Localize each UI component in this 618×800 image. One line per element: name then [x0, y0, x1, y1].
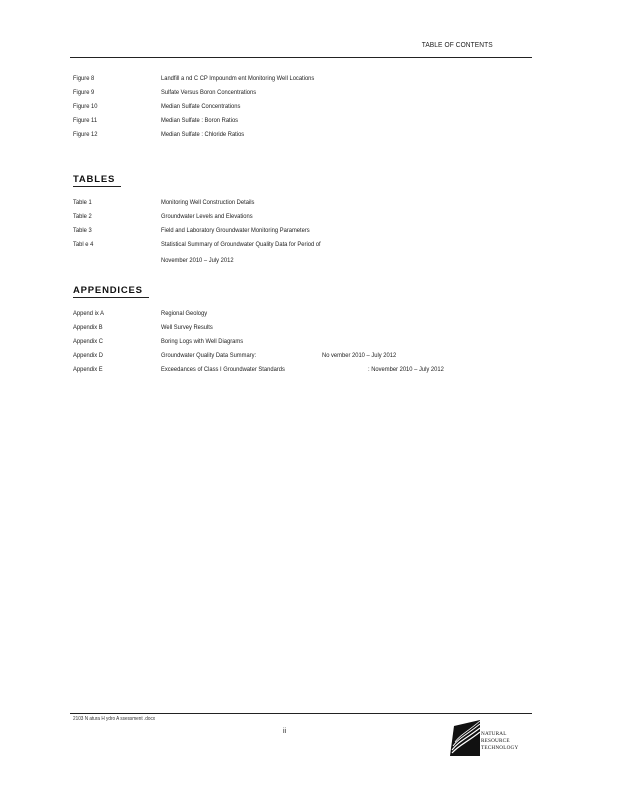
appendix-title: Groundwater Quality Data Summary: [161, 352, 257, 359]
table-title: Monitoring Well Construction Details [161, 199, 255, 206]
figure-label: Figure 12 [73, 131, 98, 138]
logo-wordmark [481, 731, 518, 752]
logo-line: TECHNOLOGY [481, 745, 519, 751]
table-title-continuation: November 2010 – July 2012 [161, 257, 234, 264]
figure-title: Median Sulfate Concentrations [161, 103, 241, 110]
table-label: Table 1 [73, 199, 92, 206]
table-title: Groundwater Levels and Elevations [161, 213, 253, 220]
figure-title: Median Sulfate : Boron Ratios [161, 117, 239, 124]
footer-file-reference: 2103 N atura H ydro A ssessment .docx [73, 716, 156, 722]
logo-line: NATURAL [481, 731, 507, 737]
appendix-title: Boring Logs with Well Diagrams [161, 338, 244, 345]
figure-title: Landfill a nd C CP Impoundm ent Monitoring Well Locations [161, 75, 315, 82]
header-title: TABLE OF CONTENTS [421, 40, 493, 49]
company-logo [450, 720, 530, 760]
table-title: Field and Laboratory Groundwater Monitoring Parameters [161, 227, 310, 234]
appendix-date-range: : November 2010 – July 2012 [368, 366, 444, 373]
header-rule [70, 57, 532, 58]
appendix-date-range: No vember 2010 – July 2012 [322, 352, 397, 359]
logo-line: RESOURCE [481, 738, 510, 744]
figure-label: Figure 8 [73, 75, 95, 82]
figure-label: Figure 9 [73, 89, 95, 96]
figure-label: Figure 11 [73, 117, 98, 124]
table-label: Table 3 [73, 227, 92, 234]
footer-rule [70, 713, 532, 714]
page-number: ii [283, 728, 287, 735]
appendix-label: Appendix B [73, 324, 103, 331]
table-label: Table 2 [73, 213, 92, 220]
appendix-title: Exceedances of Class I Groundwater Standards [161, 366, 285, 373]
table-label: Tabl e 4 [73, 241, 94, 248]
wave-logo-icon [450, 720, 480, 756]
appendix-label: Append ix A [73, 310, 104, 317]
appendix-label: Appendix D [73, 352, 104, 359]
appendix-title: Well Survey Results [161, 324, 213, 331]
figure-title: Sulfate Versus Boron Concentrations [161, 89, 257, 96]
figure-label: Figure 10 [73, 103, 98, 110]
appendix-title: Regional Geology [161, 310, 208, 317]
section-heading-tables: TABLES [73, 174, 121, 187]
appendix-label: Appendix C [73, 338, 104, 345]
section-heading-appendices: APPENDICES [73, 285, 149, 298]
table-title: Statistical Summary of Groundwater Quality Data for Period of [161, 241, 321, 248]
figure-title: Median Sulfate : Chloride Ratios [161, 131, 245, 138]
appendix-label: Appendix E [73, 366, 103, 373]
